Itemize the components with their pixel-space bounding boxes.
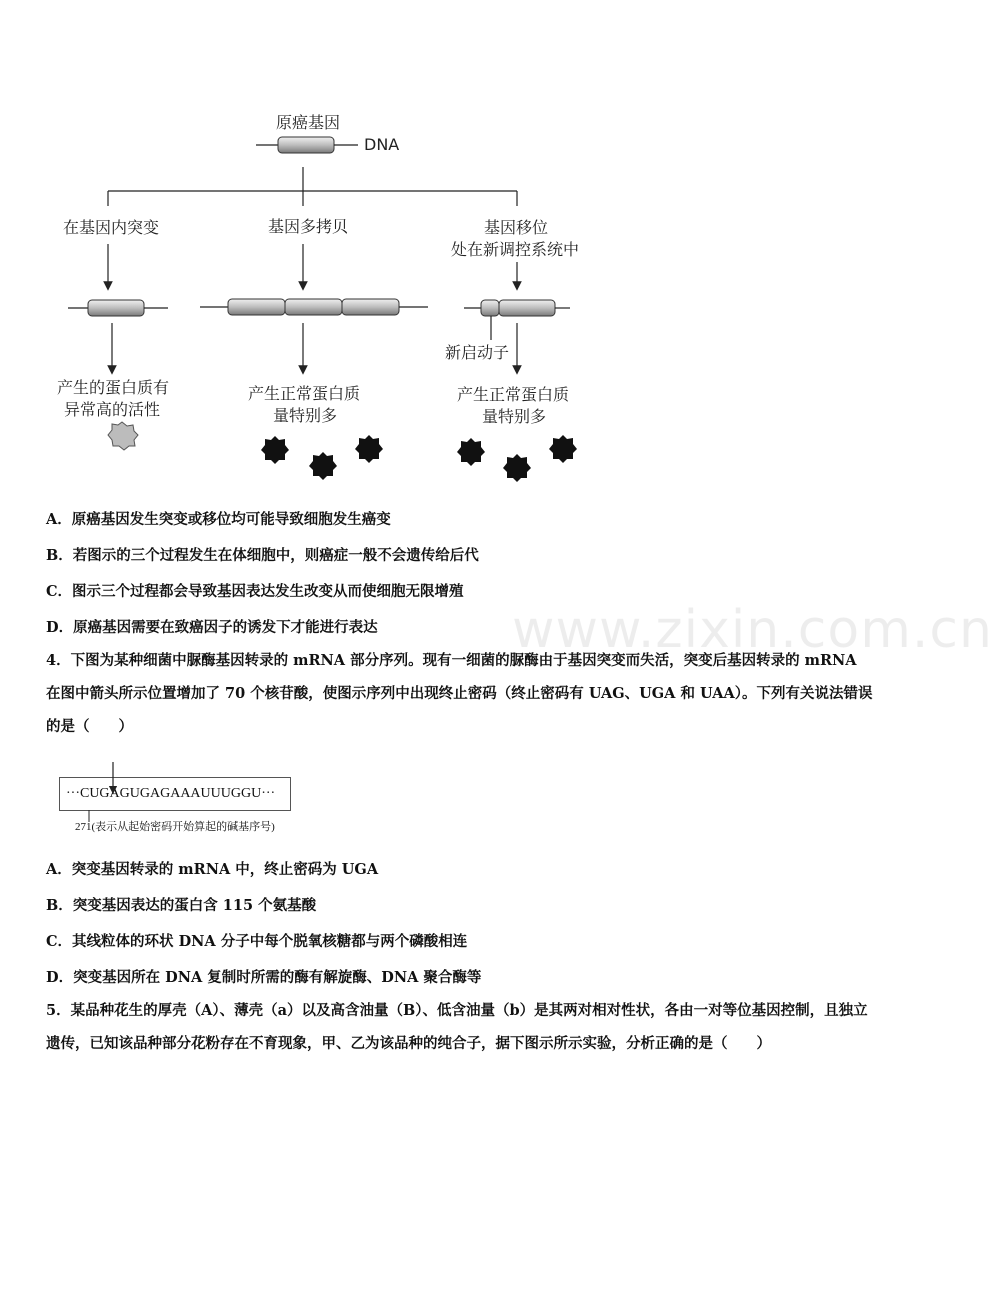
- q4-option-c: C．其线粒体的环状 DNA 分子中每个脱氧核糖都与两个磷酸相连: [46, 933, 468, 950]
- branch3-result-line2: 量特别多: [482, 407, 547, 426]
- branch2-title: 基因多拷贝: [268, 217, 349, 236]
- gene-cylinder-copy-2: [285, 299, 342, 315]
- q3-option-d: D．原癌基因需要在致癌因子的诱发下才能进行表达: [46, 619, 378, 636]
- branch1-title: 在基因内突变: [63, 218, 160, 237]
- branch2-result-line1: 产生正常蛋白质: [248, 384, 361, 403]
- branch1-result-line2: 异常高的活性: [64, 400, 161, 419]
- q4-stem: 4．下图为某种细菌中脲酶基因转录的 mRNA 部分序列。现有一细菌的脲酶由于基因突变而失活，突变后基因转录的 mRNA 在图中箭头所示位置增加了 70 个核苷酸，使图示序列中出现终止密码（终止密码有 UAG、UGA 和 UAA）。下列有关说法错误的是（ ）: [46, 652, 873, 735]
- oncogene-diagram: [0, 0, 920, 500]
- q3-option-c: C．图示三个过程都会导致基因表达发生改变从而使细胞无限增殖: [46, 583, 464, 600]
- q4-option-d: D．突变基因所在 DNA 复制时所需的酶有解旋酶、DNA 聚合酶等: [46, 969, 482, 986]
- q3-option-b: B．若图示的三个过程发生在体细胞中，则癌症一般不会遗传给后代: [46, 547, 479, 564]
- branch2-result-line2: 量特别多: [273, 406, 338, 425]
- gene-cylinder-copy-3: [342, 299, 399, 315]
- protein-normal-cluster-1: [261, 435, 383, 480]
- gene-cylinder-top: [278, 137, 334, 153]
- branch3-title-line1: 基因移位: [484, 218, 549, 237]
- sequence-note: 271(表示从起始密码开始算起的碱基序号): [75, 821, 275, 833]
- gene-cylinder-translocated: [499, 300, 555, 316]
- q4-option-a: A．突变基因转录的 mRNA 中，终止密码为 UGA: [46, 861, 379, 878]
- gene-cylinder-copy-1: [228, 299, 285, 315]
- watermark: www.zixin.com.cn: [512, 600, 993, 660]
- promoter-label: 新启动子: [445, 343, 510, 362]
- branch3-result-line1: 产生正常蛋白质: [457, 385, 570, 404]
- q5-stem: 5．某品种花生的厚壳（A）、薄壳（a）以及高含油量（B）、低含油量（b）是其两对相对性状，各由一对等位基因控制，且独立遗传，已知该品种部分花粉存在不育现象，甲、乙为该品种的纯合子，据下图示所示实验，分析正确的是（ ）: [46, 1002, 868, 1052]
- dna-label: DNA: [364, 135, 400, 154]
- protein-normal-cluster-2: [457, 435, 577, 482]
- mrna-sequence: ···CUGAGUGAGAAAUUUGGU···: [66, 786, 276, 801]
- top-label: 原癌基因: [276, 113, 341, 132]
- q3-option-a: A．原癌基因发生突变或移位均可能导致细胞发生癌变: [46, 511, 391, 528]
- branch3-title-line2: 处在新调控系统中: [451, 240, 580, 259]
- gene-cylinder-mutant: [88, 300, 144, 316]
- q4-option-b: B．突变基因表达的蛋白含 115 个氨基酸: [46, 897, 317, 914]
- branch1-result-line1: 产生的蛋白质有: [57, 378, 170, 397]
- new-promoter: [481, 300, 499, 316]
- protein-abnormal: [108, 422, 138, 450]
